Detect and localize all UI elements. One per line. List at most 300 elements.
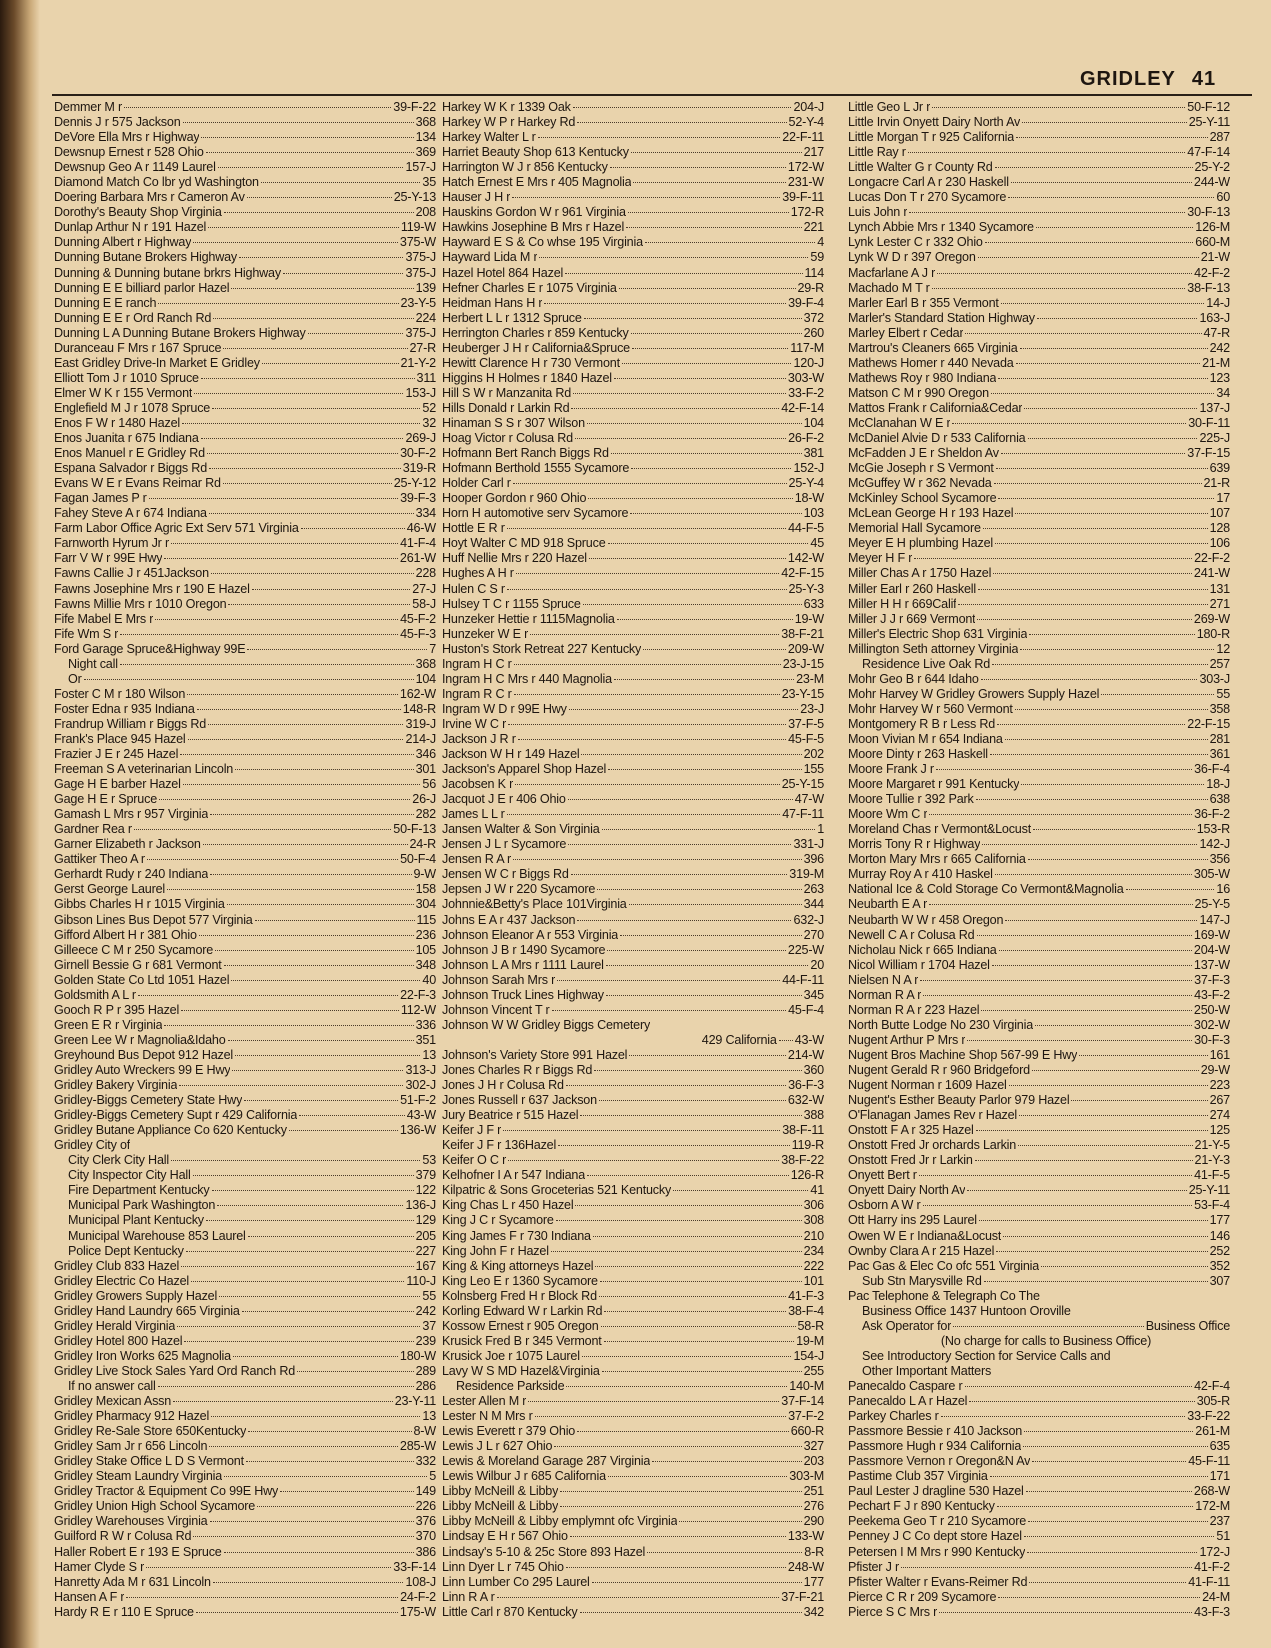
directory-entry [442,1003,824,1018]
dot-leader [573,392,786,394]
entry-name: Onstott Fred Jr orchards Larkin [848,1138,1017,1153]
directory-entry [54,882,436,897]
dot-leader [196,1611,398,1613]
entry-phone: 287 [1209,130,1230,145]
entry-name: Gridley-Biggs Cemetery State Hwy [54,1093,243,1108]
entry-name: Herrington Charles r 859 Kentucky [442,325,629,340]
directory-entry [442,461,824,476]
entry-phone: 37-F-21 [781,1589,824,1604]
directory-entry [848,491,1230,506]
entry-phone: 29-R [797,280,824,295]
entry-phone: 39-F-11 [782,190,824,205]
entry-name: Hardy R E r 110 E Spruce [54,1604,194,1619]
entry-name: Little Ray r [848,145,906,160]
entry-phone: 386 [415,1544,436,1559]
entry-phone: 42-F-4 [1194,1378,1230,1393]
entry-name: Fawns Millie Mrs r 1010 Oregon [54,596,227,611]
entry-name: Gridley Live Stock Sales Yard Ord Ranch Rd [54,1363,296,1378]
entry-phone: 56 [422,777,436,792]
dot-leader [247,196,392,198]
dot-leader [581,753,801,755]
dot-leader [232,1069,403,1071]
entry-name: Johnson W W Gridley Biggs Cemetery [442,1017,651,1032]
directory-entry [848,386,1230,401]
entry-name: Huston's Stork Retreat 227 Kentucky [442,641,642,656]
entry-name: Lynk Lester C r 332 Ohio [848,235,983,250]
entry-phone: 180-R [1196,626,1230,641]
entry-phone: 110-J [406,1273,436,1288]
entry-phone: 25-Y-4 [788,476,824,491]
entry-name: Irvine W C r [442,716,507,731]
entry-name: Gridley Pharmacy 912 Hazel [54,1409,210,1424]
entry-name: Herbert L L r 1312 Spruce [442,310,582,325]
directory-entry [442,311,824,326]
dot-leader [1032,1069,1199,1071]
entry-name: Mohr Harvey W Gridley Growers Supply Hazel [848,686,1100,701]
entry-name: King Leo E r 1360 Sycamore [442,1273,598,1288]
entry-name: Nugent Arthur P Mrs r [848,1032,966,1047]
dot-leader [193,1535,413,1537]
entry-name: 429 California [701,1032,777,1047]
entry-phone: 21-M [1202,355,1230,370]
entry-phone: 27-J [412,581,436,596]
entry-name: Gage H E r Spruce [54,792,157,807]
entry-name: Gridley Club 833 Hazel [54,1258,180,1273]
entry-phone: 12 [1216,641,1230,656]
directory-entry [848,1469,1230,1484]
dot-leader [193,241,398,243]
entry-phone: 122 [415,1183,436,1198]
entry-phone: 17 [1216,491,1230,506]
entry-name: Jensen W C r Biggs Rd [442,867,569,882]
entry-phone: 42-F-2 [1194,265,1230,280]
directory-entry [442,1123,824,1138]
directory-entry [54,1560,436,1575]
entry-name: Gridley Mexican Assn [54,1394,172,1409]
entry-phone: 175-W [399,1604,436,1619]
directory-entry [442,115,824,130]
directory-entry [442,190,824,205]
entry-phone: 155 [803,762,824,777]
dot-leader [215,949,414,951]
dot-leader [497,1596,780,1598]
entry-name: Gilleece C M r 250 Sycamore [54,942,214,957]
entry-phone: 114 [804,265,824,280]
entry-name: Pfister J r [848,1559,899,1574]
directory-entry [442,1093,824,1108]
directory-entry [848,326,1230,341]
entry-name: Onstott F A r 325 Hazel [848,1123,974,1138]
directory-entry [54,1259,436,1274]
directory-entry [848,461,1230,476]
entry-phone: 334 [415,506,436,521]
entry-name: Gridley Auto Wreckers 99 E Hwy [54,1063,231,1077]
dot-leader [566,1385,787,1387]
directory-entry [442,1138,824,1153]
dot-leader [1001,302,1205,304]
dot-leader [953,1325,1144,1327]
directory-entry [54,461,436,476]
entry-phone: 276 [803,1499,824,1514]
dot-leader [212,407,420,409]
entry-phone: 23-Y-15 [781,686,824,701]
entry-name: Gridley Sam Jr r 656 Lincoln [54,1439,208,1454]
entry-name: Hills Donald r Larkin Rd [442,400,570,415]
entry-phone: 224 [415,310,436,325]
directory-entry [54,943,436,958]
entry-name: McFadden J E r Sheldon Av [848,446,999,461]
dot-leader [975,1159,1193,1161]
entry-phone: 270 [803,927,824,942]
entry-phone: 120-J [793,355,824,370]
directory-entry [54,356,436,371]
entry-name: Johnson Eleanor A r 553 Virginia [442,927,619,942]
entry-name: Onstott Fred Jr r Larkin [848,1153,973,1168]
directory-entry [54,566,436,581]
entry-name: Gage H E barber Hazel [54,777,181,792]
entry-phone: 43-W [406,1108,436,1123]
entry-phone: 304 [415,897,436,912]
entry-name: Gridley Iron Works 625 Magnolia [54,1348,231,1363]
dot-leader [233,1355,398,1357]
directory-entry [54,1093,436,1108]
dot-leader [617,618,793,620]
entry-phone: 21-Y-2 [400,355,436,370]
entry-phone: 35 [422,175,436,190]
entry-name: Morris Tony R r Highway [848,837,981,852]
entry-name: Passmore Hugh r 934 California [848,1439,1022,1454]
directory-entry [848,220,1230,235]
entry-name: Meyer E H plumbing Hazel [848,536,993,551]
directory-entry [848,732,1230,747]
directory-entry [442,642,824,657]
directory-entry [848,160,1230,175]
dot-leader [982,843,1197,845]
directory-entry [54,897,436,912]
entry-name: Norman R A r 223 Hazel [848,1002,980,1017]
entry-name: Municipal Plant Kentucky [68,1213,204,1228]
entry-name: Business Office 1437 Huntoon Oroville [862,1303,1071,1318]
entry-phone: 242 [415,1303,436,1318]
entry-name: Gerst George Laurel [54,882,166,897]
dot-leader [231,287,413,289]
entry-phone: 24-F-2 [400,1589,436,1604]
directory-entry [442,401,824,416]
dot-leader [1020,648,1214,650]
directory-entry [54,205,436,220]
directory-entry [442,807,824,822]
entry-phone: 368 [415,115,436,130]
entry-phone: 23-Y-5 [400,295,436,310]
directory-entry [54,852,436,867]
entry-name: Nicholau Nick r 665 Indiana [848,942,997,957]
entry-name: Mathews Homer r 440 Nevada [848,355,1014,370]
directory-entry [442,1439,824,1454]
entry-phone: 303-M [789,1469,824,1484]
directory-entry [54,657,436,672]
book-spine-shadow [0,0,40,1648]
directory-entry [848,1138,1230,1153]
entry-phone: 32 [422,415,436,430]
dot-leader [932,287,1186,289]
dot-leader [939,1611,1192,1613]
entry-phone: 129 [415,1213,436,1228]
dot-leader [513,482,787,484]
dot-leader [513,858,802,860]
entry-phone: 5 [429,1469,436,1484]
entry-name: Gridley Electric Co Hazel [54,1273,189,1288]
entry-phone: 348 [415,957,436,972]
entry-name: Heidman Hans H r [442,295,543,310]
directory-entry [848,1123,1230,1138]
entry-phone: 286 [415,1378,436,1393]
entry-phone: 8-R [804,1544,824,1559]
entry-phone: 104 [803,415,824,430]
entry-phone: 319-J [405,716,436,731]
directory-entry [442,266,824,281]
directory-entry [54,1590,436,1605]
entry-name: Kossow Ernest r 905 Oregon [442,1318,599,1333]
directory-entry [54,1454,436,1469]
entry-name: Gattiker Theo A r [54,852,145,867]
entry-name: Ott Harry ins 295 Laurel [848,1213,977,1228]
directory-entry [442,1575,824,1590]
directory-entry [442,1168,824,1183]
entry-phone: 244-W [1193,175,1230,190]
dot-leader [289,1129,398,1131]
directory-entry [848,1349,1230,1364]
entry-name: Moreland Chas r Vermont&Locust [848,822,1031,837]
directory-entry [848,687,1230,702]
directory-entry [442,235,824,250]
entry-name: Jones Russell r 637 Jackson [442,1093,597,1108]
entry-name: Jacobsen K r [442,777,514,792]
entry-name: Hefner Charles E r 1075 Virginia [442,280,617,295]
directory-entry [54,1439,436,1454]
entry-name: Gridley Growers Supply Hazel [54,1288,218,1303]
directory-entry [442,1183,824,1198]
directory-entry [54,1244,436,1259]
dot-leader [1019,1114,1208,1116]
dot-leader [212,1189,414,1191]
directory-entry [54,296,436,311]
entry-phone: 37-F-3 [1194,972,1230,987]
entry-phone: 303-J [1199,671,1230,686]
directory-entry [442,566,824,581]
dot-leader [643,648,786,650]
dot-leader [134,828,391,830]
entry-name: Lindsay's 5-10 & 25c Store 893 Hazel [442,1544,646,1559]
dot-leader [626,226,802,228]
dot-leader [995,873,1192,875]
directory-entry [848,597,1230,612]
directory-entry [54,1153,436,1168]
dot-leader [608,1475,787,1477]
entry-name: Martrou's Cleaners 665 Virginia [848,340,1018,355]
entry-name: Goldsmith A L r [54,987,136,1002]
directory-entry [848,582,1230,597]
dot-leader [209,467,401,469]
entry-phone: 269-J [405,431,436,446]
entry-name: Neubarth E A r [848,897,928,912]
dot-leader [629,1054,786,1056]
entry-phone: 34 [1216,385,1230,400]
dot-leader [909,211,1185,213]
directory-entry [54,281,436,296]
directory-entry [848,250,1230,265]
entry-name: Hulsey T C r 1155 Spruce [442,596,581,611]
entry-phone: 352 [1209,1258,1230,1273]
entry-name: Passmore Vernon r Oregon&N Av [848,1454,1031,1469]
directory-entry [442,145,824,160]
entry-name: Municipal Park Washington [68,1198,216,1213]
entry-name: Dennis J r 575 Jackson [54,115,181,130]
entry-phone: 23-J [800,701,824,716]
dot-leader [262,362,399,364]
directory-entry [848,1439,1230,1454]
entry-name: Dunning L A Dunning Butane Brokers Highway [54,325,306,340]
directory-entry [442,160,824,175]
dot-leader [1101,693,1214,695]
directory-entry [848,1274,1230,1289]
directory-entry [848,943,1230,958]
entry-phone: 269-W [1193,611,1230,626]
entry-name: King John F r Hazel [442,1243,549,1258]
directory-entry [54,1003,436,1018]
directory-entry [848,867,1230,882]
entry-name: Enos Juanita r 675 Indiana [54,431,199,446]
dot-leader [515,783,780,785]
dot-leader [544,302,786,304]
dot-leader [990,1475,1208,1477]
entry-name: Pac Gas & Elec Co ofc 551 Virginia [848,1258,1040,1273]
entry-name: Panecaldo Caspare r [848,1378,963,1393]
dot-leader [1071,1099,1207,1101]
entry-name: O'Flanagan James Rev r Hazel [848,1108,1017,1123]
dot-leader [164,1024,413,1026]
entry-name: Pastime Club 357 Virginia [848,1469,988,1484]
entry-phone: 47-R [1203,325,1230,340]
directory-entry [848,551,1230,566]
entry-phone: 319-M [789,867,824,882]
dot-leader [619,287,796,289]
entry-phone: 60 [1216,190,1230,205]
directory-entry [54,446,436,461]
entry-phone: 37-F-14 [781,1394,824,1409]
dot-leader [1036,226,1193,228]
dot-leader [124,106,391,108]
directory-entry [848,642,1230,657]
entry-name: Gridley Warehouses Virginia [54,1514,208,1529]
entry-phone: 351 [415,1032,436,1047]
directory-entry [54,416,436,431]
dot-leader [257,1505,413,1507]
dot-leader [508,1159,779,1161]
entry-phone: 37-F-15 [1187,446,1230,461]
entry-phone: 153-R [1196,822,1230,837]
dot-leader [979,1219,1208,1221]
page-number: 41 [1191,68,1217,90]
directory-entry [848,988,1230,1003]
entry-name: Libby McNeill & Libby [442,1499,559,1514]
directory-entry [54,642,436,657]
directory-entry [54,1364,436,1379]
entry-name: Lindsay E H r 567 Ohio [442,1529,568,1544]
entry-name: Ownby Clara A r 215 Hazel [848,1243,995,1258]
entry-phone: 252 [1209,1243,1230,1258]
entry-name: Greyhound Bus Depot 912 Hazel [54,1047,234,1062]
directory-entry [54,867,436,882]
directory-entry [54,958,436,973]
directory-entry [442,326,824,341]
entry-name: Dunning Albert r Highway [54,235,192,250]
directory-entry [54,311,436,326]
entry-name: James L L r [442,807,505,822]
dot-leader [146,1566,391,1568]
entry-phone: 26-J [412,792,436,807]
directory-entry [442,416,824,431]
directory-entry [442,988,824,1003]
directory-entry [54,732,436,747]
entry-phone: 53-F-4 [1194,1198,1230,1213]
entry-name: Gibbs Charles H r 1015 Virginia [54,897,225,912]
dot-leader [1008,196,1214,198]
dot-leader [568,843,791,845]
entry-phone: 38-F-13 [1187,280,1230,295]
entry-phone: 146 [1209,1228,1230,1243]
entry-phone: 311 [416,370,436,385]
directory-entry [848,1183,1230,1198]
entry-name: Little Walter G r County Rd [848,160,993,175]
directory-entry [442,597,824,612]
entry-name: Miller's Electric Shop 631 Virginia [848,626,1028,641]
entry-name: Englefield M J r 1078 Spruce [54,400,211,415]
entry-name: Ingram R C r [442,686,512,701]
entry-phone: 38-F-4 [788,1303,824,1318]
entry-name: Hawkins Josephine B Mrs r Hazel [442,220,625,235]
entry-phone: 55 [422,1288,436,1303]
directory-entry [442,1454,824,1469]
dot-leader [566,1566,786,1568]
entry-phone: 103 [803,506,824,521]
dot-leader [1028,437,1198,439]
directory-entry [848,175,1230,190]
entry-name: Ingram W D r 99E Hwy [442,701,567,716]
entry-name: Frank's Place 945 Hazel [54,731,186,746]
dot-leader [633,181,786,183]
entry-name: Moore Dinty r 263 Haskell [848,747,988,762]
dot-leader [632,347,788,349]
dot-leader [171,542,398,544]
entry-name: National Ice & Cold Storage Co Vermont&Magnolia [848,882,1124,897]
directory-entry [442,130,824,145]
entry-name: Johnson Sarah Mrs r [442,972,556,987]
directory-entry [442,928,824,943]
entry-phone: 248-W [787,1559,824,1574]
entry-phone: 43-F-2 [1194,987,1230,1002]
dot-leader [577,121,786,123]
entry-name: Moore Wm C r [848,807,928,822]
entry-phone: 43-W [794,1032,824,1047]
entry-phone: 285-W [399,1439,436,1454]
entry-name: Millington Seth attorney Virginia [848,641,1019,656]
dot-leader [147,858,398,860]
entry-name: Gridley Re-Sale Store 650Kentucky [54,1424,247,1439]
directory-entry [442,882,824,897]
entry-phone: 29-W [1200,1063,1230,1077]
directory-entry [848,897,1230,912]
entry-name: Harkey W P r Harkey Rd [442,115,576,130]
